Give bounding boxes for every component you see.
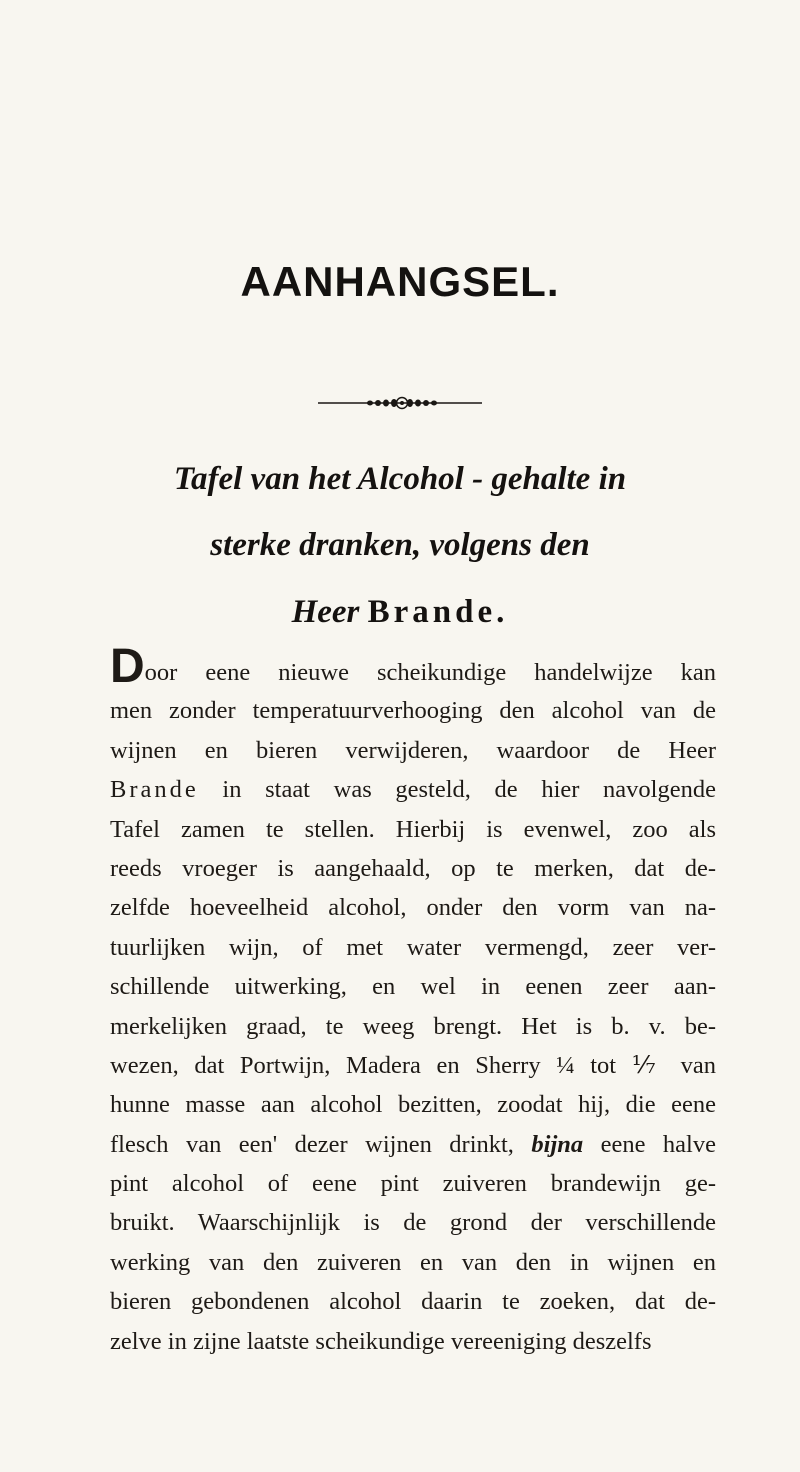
text-line: tuurlijken wijn, of met water vermengd, zeer ver-: [110, 933, 716, 961]
text-line: zelve in zijne laatste scheikundige vereeniging deszelfs: [110, 1327, 652, 1355]
table-title-line-3: [0, 594, 800, 631]
appendix-heading: AANHANGSEL.: [240, 258, 560, 305]
author-name: Brande: [110, 776, 199, 804]
text-line: werking van den zuiveren en van den in wijnen en: [110, 1248, 716, 1276]
decorative-rule-icon: [318, 396, 482, 410]
text-line: flesch van een' dezer wijnen drinkt, bijna eene halve: [110, 1130, 716, 1158]
title-author-name: Brande.: [367, 594, 509, 630]
text-line: Tafel zamen te stellen. Hierbij is evenwel, zoo als: [110, 815, 716, 843]
text-line: merkelijken graad, te weeg brengt. Het is b. v. be-: [110, 1012, 716, 1040]
title-honorific: Heer: [291, 594, 360, 630]
text-line: hunne masse aan alcohol bezitten, zoodat hij, die eene: [110, 1091, 716, 1119]
text-line: men zonder temperatuurverhooging den alcohol van de: [110, 697, 716, 725]
text-line: Brande in staat was gesteld, de hier navolgende: [110, 776, 716, 804]
drop-cap: D: [110, 640, 145, 693]
body-paragraph: [110, 640, 716, 1361]
table-title-line-2: sterke dranken, volgens den: [210, 527, 590, 563]
text-line: zelfde hoeveelheid alcohol, onder den vorm van na-: [110, 894, 716, 922]
text-line: bieren gebondenen alcohol daarin te zoeken, dat de-: [110, 1288, 716, 1316]
text-line: pint alcohol of eene pint zuiveren brandewijn ge-: [110, 1170, 716, 1198]
text-line: reeds vroeger is aangehaald, op te merken, dat de-: [110, 854, 716, 882]
text-line: bruikt. Waarschijnlijk is de grond der verschillende: [110, 1209, 716, 1237]
emphasis-word: bijna: [531, 1130, 584, 1158]
text-line: wezen, dat Portwijn, Madera en Sherry ¼ tot ⅐ van: [110, 1051, 716, 1079]
table-title-line-1: Tafel van het Alcohol - gehalte in: [173, 461, 627, 497]
text-line: Door eene nieuwe scheikundige handelwijze kan: [110, 640, 716, 693]
text-line: wijnen en bieren verwijderen, waardoor de Heer: [110, 736, 716, 764]
text-line: schillende uitwerking, en wel in eenen zeer aan-: [110, 973, 716, 1001]
